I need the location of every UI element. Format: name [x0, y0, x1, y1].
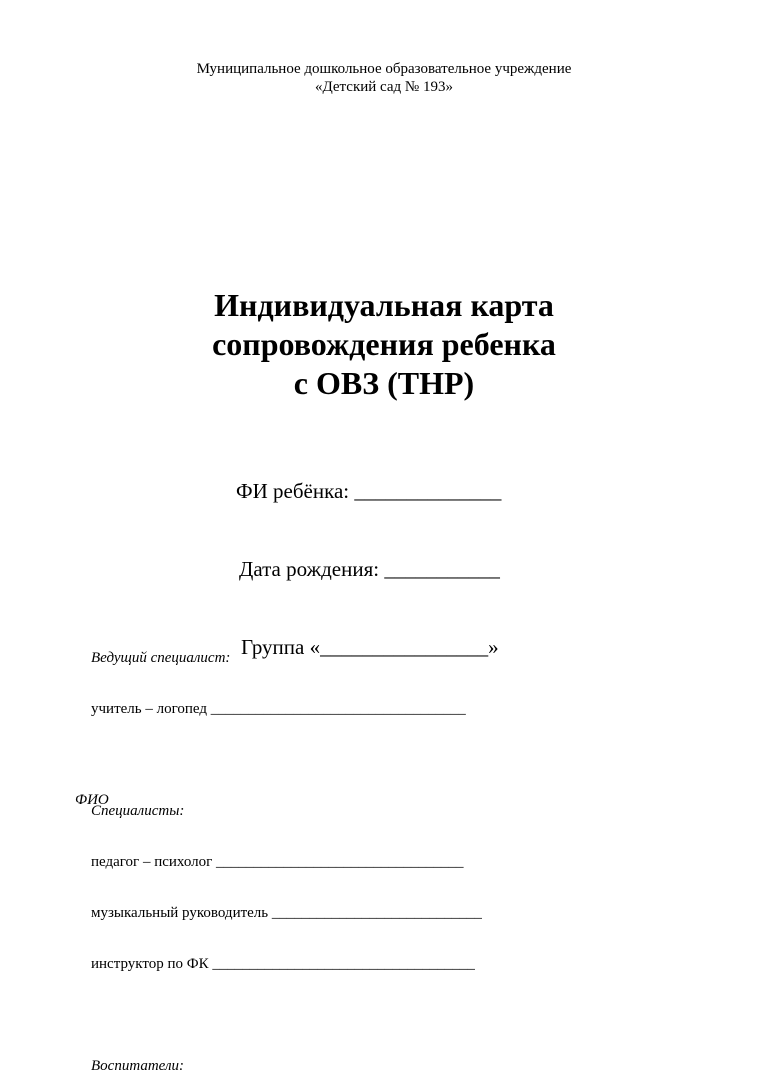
- institution-name: Муниципальное дошкольное образовательное учреждение: [196, 61, 572, 77]
- educators-fio: ФИО: [75, 792, 109, 808]
- lead-specialist-caption: Ведущий специалист:: [91, 650, 231, 666]
- title-line-1: Индивидуальная карта: [214, 287, 554, 323]
- child-name-field: ФИ ребёнка: ______________: [236, 479, 502, 503]
- title-line-3: с ОВЗ (ТНР): [293, 365, 475, 401]
- birth-date-field: Дата рождения: ___________: [239, 557, 500, 581]
- speech-therapist-field: учитель – логопед __________________________________: [91, 701, 466, 717]
- music-director-field: музыкальный руководитель ____________________________: [91, 905, 482, 921]
- specialists-caption: Специалисты:: [91, 803, 185, 819]
- educators-caption: Воспитатели:: [91, 1058, 184, 1074]
- pe-instructor-field: инструктор по ФК ___________________________________: [91, 956, 475, 972]
- spacer: [91, 1007, 482, 1024]
- title-line-2: сопровождения ребенка: [212, 326, 556, 362]
- psychologist-field: педагог – психолог _________________________________: [91, 854, 464, 870]
- kindergarten-name: «Детский сад № 193»: [314, 79, 453, 95]
- specialists-block: [91, 616, 482, 1092]
- group-field: Группа «________________»: [241, 635, 499, 659]
- document-title: [0, 286, 768, 403]
- institution-header: [0, 60, 768, 96]
- spacer: [91, 752, 482, 769]
